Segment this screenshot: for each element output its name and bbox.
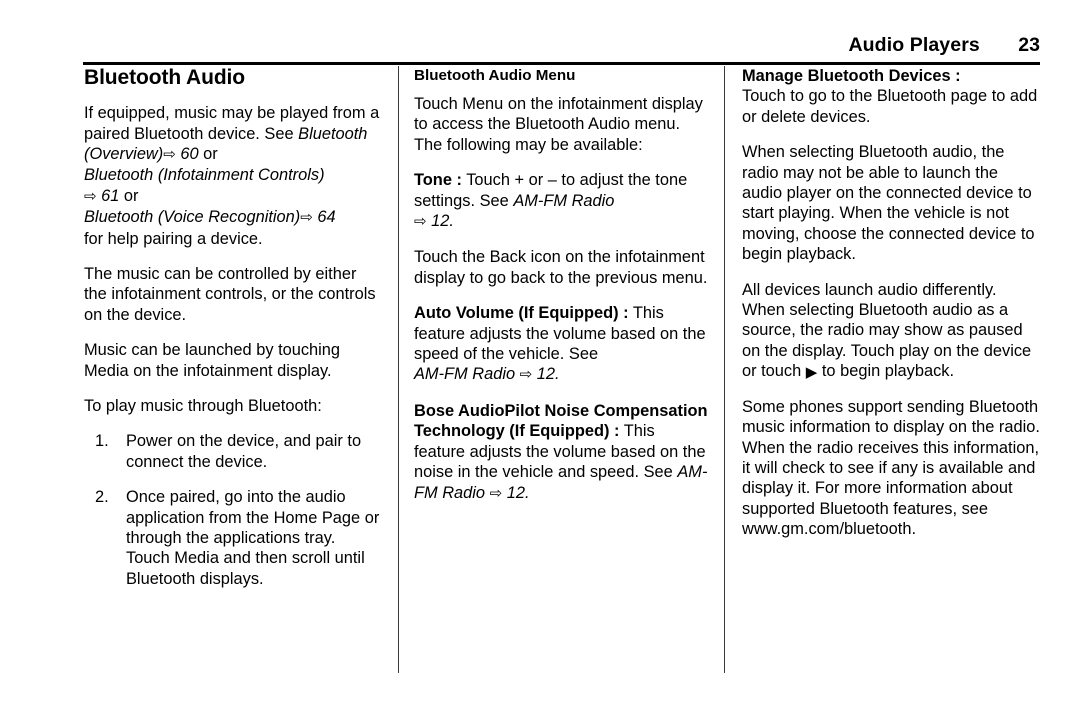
step-text: Power on the device, and pair to connect the device. xyxy=(126,432,362,471)
cross-ref-page-60: 60 xyxy=(180,144,199,163)
step-number: 2. xyxy=(95,488,109,507)
page-ref-arrow-icon: ⇨ xyxy=(489,484,503,502)
entry-label-manage-bluetooth-devices: Manage Bluetooth Devices : xyxy=(742,67,961,85)
page-ref-arrow-icon: ⇨ xyxy=(163,145,176,163)
columns-container xyxy=(0,66,1078,676)
entry-bose-audiopilot xyxy=(414,401,710,504)
cross-ref-page-61: 61 xyxy=(101,186,120,205)
play-icon: ▶ xyxy=(805,364,818,382)
running-head xyxy=(83,34,1040,57)
page-ref-arrow-icon: ⇨ xyxy=(84,187,97,205)
cross-ref-bluetooth-infotainment-controls: Bluetooth (Infotainment Controls) xyxy=(84,166,325,185)
entry-tone xyxy=(414,170,710,232)
paragraph-steps-lead-in: To play music through Bluetooth: xyxy=(84,396,322,415)
page-ref-arrow-icon: ⇨ xyxy=(414,213,427,231)
cross-ref-am-fm-radio: AM-FM Radio xyxy=(414,463,708,502)
page-number: 23 xyxy=(1018,34,1040,56)
column-right xyxy=(742,66,1042,540)
entry-text-tone: Touch + or – to adjust the tone settings. See xyxy=(414,171,688,210)
all-devices-text-1: All devices launch audio differently. When selecting Bluetooth audio as a source, the radio may show as paused on the display. Touch play on the device or touch xyxy=(742,280,1032,381)
paragraph-music-control: The music can be controlled by either the infotainment controls, or the controls on the device. xyxy=(84,264,376,324)
entry-manage-bluetooth-devices xyxy=(742,66,1042,127)
entry-label-tone: Tone : xyxy=(414,171,462,190)
intro-text-1: If equipped, music may be played from a paired Bluetooth device. See xyxy=(84,104,380,143)
section-title: Bluetooth Audio xyxy=(84,66,246,89)
entry-text-manage-bluetooth-devices: Touch to go to the Bluetooth page to add or delete devices. xyxy=(742,87,1038,126)
header-rule xyxy=(83,62,1040,65)
cross-ref-page-12: 12. xyxy=(506,483,530,502)
page-ref-arrow-icon: ⇨ xyxy=(519,366,533,384)
paragraph-intro xyxy=(84,103,380,249)
intro-text-2: for help pairing a device. xyxy=(84,229,263,248)
list-item xyxy=(84,487,380,589)
entry-text-bose-audiopilot: This feature adjusts the volume based on the noise in the vehicle and speed. See xyxy=(414,422,706,482)
page-ref-arrow-icon: ⇨ xyxy=(300,209,313,227)
entry-text-auto-volume: This feature adjusts the volume based on the speed of the vehicle. See xyxy=(414,304,706,364)
entry-label-bose-audiopilot: Bose AudioPilot Noise Compensation Technology (If Equipped) : xyxy=(414,401,708,441)
cross-ref-bluetooth-voice-recognition: Bluetooth (Voice Recognition) xyxy=(84,208,301,227)
cross-ref-bluetooth-overview: Bluetooth (Overview) xyxy=(84,124,368,163)
paragraph-selecting-bluetooth-audio: When selecting Bluetooth audio, the radio may not be able to launch the audio player on the connected device to start playing. When the vehicle is not moving, choose the connected device to begin playback. xyxy=(742,143,1035,264)
paragraph-phones-support-sending: Some phones support sending Bluetooth music information to display on the radio. When the radio receives this information, it will check to see if any is available and display it. For more information about supported Bluetooth features, see www.gm.com/bluetooth. xyxy=(742,397,1040,539)
page-title: Audio Players xyxy=(848,34,980,56)
cross-ref-page-12: 12. xyxy=(536,365,560,384)
cross-ref-page-12: 12. xyxy=(431,212,454,231)
subsection-title-bluetooth-audio-menu: Bluetooth Audio Menu xyxy=(414,67,576,84)
column-left xyxy=(84,66,380,589)
intro-or-2: or xyxy=(119,186,139,205)
paragraph-all-devices-launch xyxy=(742,280,1042,382)
intro-or-1: or xyxy=(198,144,218,163)
cross-ref-am-fm-radio: AM-FM Radio xyxy=(414,365,516,384)
list-item xyxy=(84,431,380,472)
step-number: 1. xyxy=(95,432,109,451)
step-text: Once paired, go into the audio application from the Home Page or through the applications tray. Touch Media and then scroll until Bluetooth displays. xyxy=(126,488,380,588)
paragraph-back-icon: Touch the Back icon on the infotainment display to go back to the previous menu. xyxy=(414,248,708,287)
column-middle xyxy=(414,66,710,504)
cross-ref-page-64: 64 xyxy=(317,208,336,227)
entry-auto-volume xyxy=(414,303,710,386)
paragraph-music-launch: Music can be launched by touching Media on the infotainment display. xyxy=(84,341,341,380)
paragraph-menu-intro: Touch Menu on the infotainment display to access the Bluetooth Audio menu. The following may be available: xyxy=(414,95,703,154)
entry-label-auto-volume: Auto Volume (If Equipped) : xyxy=(414,304,629,323)
steps-list xyxy=(84,431,380,589)
cross-ref-am-fm-radio: AM-FM Radio xyxy=(513,191,615,210)
all-devices-text-2: to begin playback. xyxy=(817,362,955,381)
